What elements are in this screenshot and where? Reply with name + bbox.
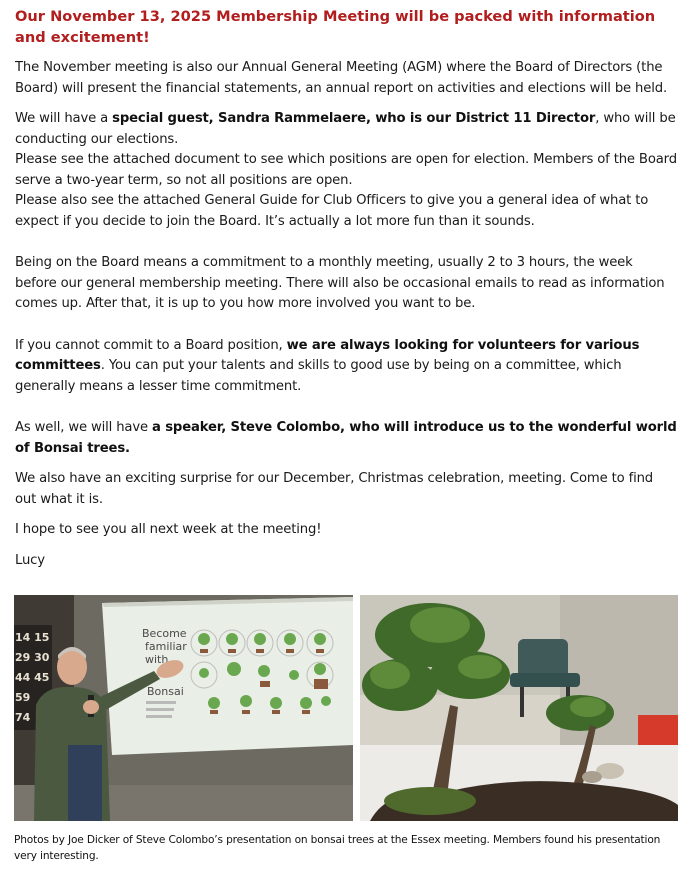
paragraph-agm: The November meeting is also our Annual General Meeting (AGM) where the Board of Directors (the Board) will present the financial statements, an annual report on activities and elections will be held. bbox=[15, 60, 667, 96]
paragraph-december: We also have an exciting surprise for our December, Christmas celebration, meeting. Come to find out what it is. bbox=[15, 471, 654, 507]
bonsai-image bbox=[360, 595, 678, 821]
text-span: We will have a bbox=[15, 111, 113, 126]
paragraph-special-guest bbox=[15, 109, 677, 150]
board-number: 29 30 bbox=[15, 651, 50, 664]
bold-text: we are always looking for volunteers for various committees bbox=[15, 337, 640, 373]
photo-presentation bbox=[14, 595, 353, 821]
bold-text: special guest, Sandra Rammelaere, who is our District 11 Director bbox=[112, 111, 596, 126]
paragraph-board-commitment: Being on the Board means a commitment to a monthly meeting, usually 2 to 3 hours, the week before our general membership meeting. There will also be occasional emails to read as information comes up. After that, it is up to you how more involved you want to be. bbox=[15, 255, 665, 311]
photo-caption: Photos by Joe Dicker of Steve Colombo’s presentation on bonsai trees at the Essex meeting. Members found his presentation very interesting. bbox=[14, 834, 661, 862]
paragraph-guide: Please also see the attached General Guide for Club Officers to give you a general idea of what to expect if you decide to join the Board. It’s actually a lot more fun than it sounds. bbox=[15, 193, 649, 229]
slide-text: familiar bbox=[145, 640, 187, 653]
presentation-image bbox=[14, 595, 353, 821]
text-span: If you cannot commit to a Board position, bbox=[15, 337, 287, 353]
page-title: Our November 13, 2025 Membership Meeting will be packed with information and excitement! bbox=[15, 8, 656, 46]
paragraph-closing: I hope to see you all next week at the meeting! bbox=[15, 522, 322, 537]
paragraph-volunteers bbox=[15, 336, 677, 398]
paragraph-positions: Please see the attached document to see which positions are open for election. Members of the Board serve a two-year term, so not all positions are open. bbox=[15, 152, 677, 188]
board-number: 59 bbox=[15, 691, 31, 704]
signature: Lucy bbox=[15, 552, 45, 568]
bold-text: a speaker, Steve Colombo, who will introduce us to the wonderful world of Bonsai trees. bbox=[15, 420, 677, 456]
slide-text: Become bbox=[142, 627, 187, 640]
slide-text: with bbox=[145, 653, 169, 666]
board-number: 44 45 bbox=[15, 671, 50, 684]
slide-text: Bonsai bbox=[147, 685, 184, 698]
photo-row bbox=[14, 595, 678, 821]
text-span: . You can put your talents and skills to good use by being on a committee, which generally means a lesser time commitment. bbox=[15, 358, 622, 394]
text-span: , who will be conducting our elections. bbox=[15, 111, 676, 147]
text-span: As well, we will have bbox=[15, 420, 153, 435]
paragraph-speaker bbox=[15, 418, 677, 459]
photo-bonsai bbox=[360, 595, 678, 821]
board-number: 74 bbox=[15, 711, 31, 724]
newsletter-article bbox=[15, 6, 677, 571]
board-number: 14 15 bbox=[15, 631, 50, 644]
